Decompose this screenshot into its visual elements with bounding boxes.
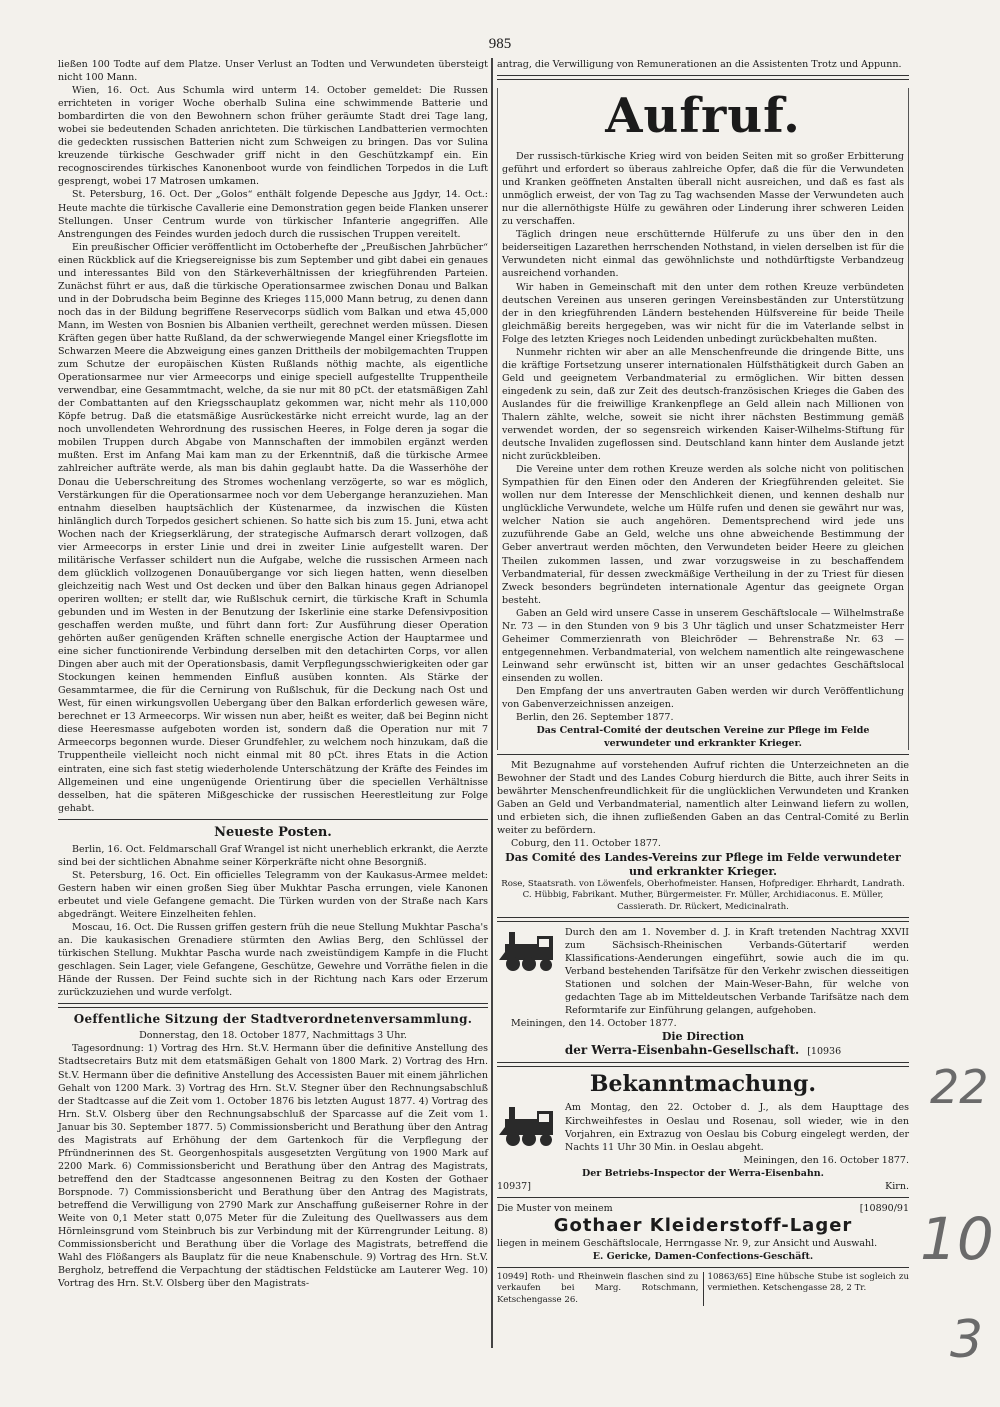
divider	[497, 1197, 909, 1198]
divider	[58, 819, 488, 820]
announcement-number: 10937]	[497, 1180, 531, 1192]
small-ad-room: 10863/65] Eine hübsche Stube ist sogleich zu vermiethen. Ketschengasse 28, 2 Tr.	[703, 1272, 910, 1307]
locomotive-icon	[497, 1101, 559, 1149]
petersburg-news: St. Petersburg, 16. Oct. Ein officielles Telegramm von der Kaukasus-Armee meldet: Gestern haben wir einen großen Sieg über Mukhtar Pascha errungen, viele Kanonen erbeutet und viele Gefangene gemacht. Die Türken wurden von der Straße nach Kars abgedrängt. Weitere Einzelheiten fehlen.	[58, 869, 488, 920]
handwritten-mark: 10	[920, 1205, 994, 1273]
railway-notice-sign1: Die Direction	[661, 1030, 745, 1044]
announcement-name: Kirn.	[885, 1180, 909, 1192]
right-column	[497, 58, 909, 1306]
gotha-ad-header	[497, 1202, 909, 1215]
double-divider	[497, 1062, 909, 1067]
gotha-ad-title: Gothaer Kleiderstoff-Lager	[553, 1214, 853, 1236]
column-rule	[491, 58, 493, 1348]
divider	[497, 754, 909, 755]
gotha-ad-signature: E. Gericke, Damen-Confections-Geschäft.	[592, 1250, 814, 1262]
latest-news-heading: Neueste Posten.	[214, 824, 332, 840]
double-divider	[497, 75, 909, 80]
appeal-title: Aufruf.	[605, 88, 801, 145]
moscow-news: Moscau, 16. Oct. Die Russen griffen gestern früh die neue Stellung Mukhtar Pascha's an. Die kaukasischen Grenadiere stürmten den Awlias Berg, den Schlüssel der türkischen Stellung. Mukhtar Pascha wurde nach zweistündigem Kampfe in die Flucht geschlagen. Sein Lager, viele Gefangene, Geschütze, Gewehre und Vorräthe fielen in die Hände der Russen. Der Feind suchte sich in der Richtung nach Kars oder Erzerum zurückzuziehen und wurde verfolgt.	[58, 922, 488, 999]
railway-notice-date: Meiningen, den 14. October 1877.	[511, 1018, 677, 1030]
coburg-names: Rose, Staatsrath. von Löwenfels, Oberhofmeister. Hansen, Hofprediger. Ehrhardt, Landrath. C. Hübbig, Fabrikant. Muther, Bürgermeister. Fr. Müller, Archidiaconus. E. Müller, Cassierath. Dr. Rückert, Medicinalrath.	[501, 878, 905, 912]
berlin-news: Berlin, 16. Oct. Feldmarschall Graf Wrangel ist nicht unerheblich erkrankt, die Aerzte sind bei der sichtlichen Abnahme seiner Körperkräfte nicht ohne Besorgniß.	[58, 843, 488, 868]
locomotive-icon	[497, 926, 559, 974]
appeal-paragraph: Den Empfang der uns anvertrauten Gaben werden wir durch Veröffentlichung von Gabenverzeichnissen anzeigen.	[502, 685, 904, 711]
gotha-ad-body: liegen in meinem Geschäftslocale, Herrngasse Nr. 9, zur Ansicht und Auswahl.	[497, 1237, 878, 1249]
appeal-paragraph: Täglich dringen neue erschütternde Hülferufe zu uns über den in den beiderseitigen Lazarethen herrschenden Nothstand, in vielen derselben ist für die Verwundeten nicht einmal das gewöhnlichste und nothdürftigste Verbandzeug ausreichend vorhanden.	[502, 229, 904, 280]
handwritten-mark: 3	[950, 1310, 984, 1370]
announcement-body	[497, 1101, 909, 1153]
council-meeting-date: Donnerstag, den 18. October 1877, Nachmittags 3 Uhr.	[139, 1030, 407, 1042]
announcement-footer	[497, 1180, 909, 1193]
appeal-paragraph: Nunmehr richten wir aber an alle Menschenfreunde die dringende Bitte, uns die kräftige Fortsetzung unserer internationalen Hülfsthätigkeit durch Gaben an Geld und geeignetem Verbandmaterial zu ermöglichen. Wir bitten dessen eingedenk zu sein, daß zur Zeit des deutsch-französischen Krieges die Gaben des Auslandes für die freiwillige Krankenpflege an Geld allein nach Millionen von Thalern zählte, welche, soweit sie nicht ihrer nächsten Bestimmung gemäß verwendet worden, der so segensreich wirkenden Kaiser-Wilhelms-Stiftung für deutsche Invaliden zugeflossen sind. Deutschland kann hinter dem Auslande jetzt nicht zurückbleiben.	[502, 346, 904, 463]
appeal-notice	[497, 88, 909, 750]
appeal-signature: Das Central-Comité der deutschen Vereine zur Pflege im Felde verwundeter und erkrankter Krieger.	[536, 725, 870, 750]
handwritten-mark: 22	[930, 1060, 989, 1114]
railway-notice-number: [10936	[807, 1046, 842, 1058]
left-intro: ließen 100 Todte auf dem Platze. Unser Verlust an Todten und Verwundeten übersteigt nicht 100 Mann.	[58, 59, 488, 84]
announcement-title: Bekanntmachung.	[589, 1071, 817, 1098]
double-divider	[497, 917, 909, 922]
gotha-ad-pre: Die Muster von meinem	[497, 1202, 613, 1214]
coburg-appeal: Mit Bezugnahme auf vorstehenden Aufruf richten die Unterzeichneten an die Bewohner der Stadt und des Landes Coburg hierdurch die Bitte, auch ihrer Seits in bewährter Menschenfreundlichkeit für die unglücklichen Verwundeten und Kranken Gaben an Geld und Verbandmaterial, namentlich alter Leinwand liefern zu wollen, und erbieten sich, die ihnen zufließenden Gaben an das Central-Comité zu Berlin weiter zu befördern.	[497, 760, 909, 837]
coburg-date: Coburg, den 11. October 1877.	[511, 838, 661, 850]
railway-notice-sign2: der Werra-Eisenbahn-Gesellschaft.	[564, 1043, 800, 1058]
left-column	[58, 58, 488, 1290]
railway-notice	[497, 926, 909, 1017]
council-meeting-heading: Oeffentliche Sitzung der Stadtverordnetenversammlung.	[73, 1012, 473, 1027]
small-ads	[497, 1272, 909, 1307]
prussian-officer-article: Ein preußischer Officier veröffentlicht im Octoberhefte der „Preußischen Jahrbücher“ einen Rückblick auf die Kriegsereignisse bis zum September und gibt dabei ein genaues und interessantes Bild von den Stärkeverhältnissen der kriegführenden Parteien. Zunächst führt er aus, daß die türkische Operationsarmee zwischen Donau und Balkan und in der Dobrudscha beim Beginne des Krieges 115,000 Mann betrug, zu denen dann noch das in der Bildung begriffene Reservecorps südlich vom Balkan und etwa 45,000 Mann, im Westen von Bosnien bis Albanien vertheilt, gerechnet werden müssen. Diesen Kräften gegen über hatte Rußland, da der schwerwiegende Mangel einer Kriegsflotte im Schwarzen Meere die Abzweigung eines ganzen Drittheils der mobilgemachten Truppen zum Schutze der europäischen Küsten Rußlands nöthig machte, als eigentliche Operationsarmee nur vier Armeecorps und einige speciell aufgestellte Truppentheile verwendbar, eine Gesammtmacht, welche, da sie nur mit 80 pCt. der etatsmäßigen Zahl der Combattanten auf den Kriegsschauplatz gekommen war, nicht mehr als 110,000 Köpfe betrug. Daß die etatsmäßige Ausrückestärke nicht erreicht wurde, lag an der noch unvollendeten Wehrordnung des russischen Heeres, in Folge deren ja sogar die mobilen Truppen durch Abgabe von Mannschaften der immobilen ergänzt werden mußten. Erst im Anfang Mai kam man zu der Erkenntniß, daß die türkische Armee zahlreicher aufträte werde, als man bis dahin geglaubt hatte. Da die Wasserhöhe der Donau die Ueberschreitung des Stromes wochenlang verzögerte, so war es möglich, Verstärkungen für die Operationsarmee noch vor dem Uebergange heranzuziehen. Man entnahm dieselben hauptsächlich der Küstenarmee, da inzwischen die Küsten hinlänglich durch Torpedos gesichert schienen. So hatte sich bis zum 15. Juni, etwa acht Wochen nach der Kriegserklärung, der strategische Aufmarsch derart vollzogen, daß vier Armeecorps in erster Linie und drei in zweiter Linie aufgestellt waren. Der militärische Verfasser schildert nun die Aufgabe, welche die russischen Armeen nach dem glücklich vollzogenen Donauübergange vor sich liegen hatten, wenn dieselben gleichzeitig nach West und Ost decken und über den Balkan hinaus gegen Adrianopel operiren wollten; er stellt dar, wie Rußlschuk cernirt, die türkische Kraft in Schumla gebunden und im Westen in der Benutzung der Iskerlinie eine starke Defensivposition geschaffen werden mußte, und führt dann fort: Zur Ausführung dieser Operation gehörten außer genügenden Kräften schnelle energische Action der Hauptarmee und eine sicher functionirende Verbindung derselben mit den detachirten Corps, vor allen Dingen aber auch mit der Operationsbasis, damit Verpflegungsschwierigkeiten oder gar Stockungen keinen hemmenden Einfluß ausüben konnten. Als Stärke der Gesammtarmee, die für die Cernirung von Rußlschuk, für die Deckung nach Ost und West, für einen wirkungsvollen Uebergang über den Balkan erforderlich gewesen wäre, berechnet er 13 Armeecorps. Wir wissen nun aber, heißt es weiter, daß bei Beginn nicht diese Heeresmasse aufgeboten worden ist, sondern daß die Operation nur mit 7 Armeecorps begonnen wurde. Dieser Grundfehler, zu welchem noch hinzukam, daß die Truppentheile vielleicht noch nicht einmal mit 80 pCt. ihres Etats in die Action eintraten, eine sich fast stetig wiederholende Unterschätzung der Kräfte des Feindes im Allgemeinen und eine ungenügende Orientirung über die speciellen Verhältnisse desselben, hat die späteren Mißgeschicke der russischen Heerestleitung zur Folge gehabt.	[58, 241, 488, 814]
appeal-paragraph: Die Vereine unter dem rothen Kreuze werden als solche nicht von politischen Sympathien für den Einen oder den Anderen der Kriegführenden geleitet. Sie wollen nur dem Interesse der Menschlichkeit dienen, und kennen deshalb nur unglückliche Verwundete, welche um Hülfe rufen und denen sie gewährt nur was, welcher Nation sie auch angehören. Dementsprechend wird jede uns zuzuführende Gabe an Geld, welche uns ohne abweichende Bestimmung der Geber anvertraut werden möchten, den Verwundeten beider Heere zu gleichen Theilen zukommen lassen, und zwar vorzugsweise in zu beschaffendem Verbandmaterial, für dessen zweckmäßige Vertheilung in der zu Triest für diesen Zweck besonders begründeten internationale Agentur das geeignete Organ besteht.	[502, 464, 904, 606]
announcement-signature: Der Betriebs-Inspector der Werra-Eisenbahn.	[582, 1167, 824, 1179]
petersburg-report: St. Petersburg, 16. Oct. Der „Golos“ enthält folgende Depesche aus Jgdyr, 14. Oct.: Heute machte die türkische Cavallerie eine Demonstration gegen beide Flanken unserer Stellungen. Unser Centrum wurde von türkischer Infanterie angegriffen. Alle Anstrengungen des Feindes wurden jedoch durch die russischen Truppen vereitelt.	[58, 189, 488, 240]
railway-sign-row	[497, 1044, 909, 1058]
wien-report: Wien, 16. Oct. Aus Schumla wird unterm 14. October gemeldet: Die Russen errichteten in voriger Woche oberhalb Sulina eine schwimmende Batterie und bombardirten die von den Bewohnern schon früher geräumte Stadt drei Tage lang, wobei sie bedeutenden Schaden anrichteten. Die türkischen Landbatterien vermochten die gedeckten russischen Batterien nicht zum Schweigen zu bringen. Das vor Sulina kreuzende türkische Geschwader griff nicht in den Geschützkampf ein. Ein recognoscirendes türkisches Kanonenboot wurde von feindlichen Torpedos in die Luft gesprengt, wobei 17 Matrosen umkamen.	[58, 85, 488, 188]
small-ad-wine: 10949] Roth- und Rheinwein flaschen sind zu verkaufen bei Marg. Rotschmann, Ketschengasse 26.	[497, 1271, 699, 1305]
announcement-text: Am Montag, den 22. October d. J., als dem Haupttage des Kirchweihfestes in Oeslau und Rosenau, soll wieder, wie in den Vorjahren, ein Extrazug von Oeslau bis Coburg eingelegt werden, der Nachts 11 Uhr 30 Min. in Oeslau abgeht.	[565, 1102, 909, 1153]
appeal-paragraph: Gaben an Geld wird unsere Casse in unserem Geschäftslocale — Wilhelmstraße Nr. 73 — in den Stunden von 9 bis 3 Uhr täglich und unser Schatzmeister Herr Geheimer Commerzienrath von Bleichröder — Behrenstraße Nr. 63 — entgegennehmen. Verbandmaterial, von welchem namentlich alte reingewaschene Leinwand sehr erwünscht ist, bitten wir an unser gedachtes Geschäftslocal einsenden zu wollen.	[502, 607, 904, 684]
divider	[497, 1267, 909, 1268]
announcement-date: Meiningen, den 16. October 1877.	[743, 1154, 909, 1166]
appeal-date: Berlin, den 26. September 1877.	[516, 712, 674, 724]
coburg-signature: Das Comité des Landes-Vereins zur Pflege im Felde verwundeter und erkrankter Krieger.	[505, 850, 901, 878]
appeal-paragraph: Der russisch-türkische Krieg wird von beiden Seiten mit so großer Erbitterung geführt und erfordert so überaus zahlreiche Opfer, daß die für die Verwundeten und Kranken geöffneten Anstalten überall nicht ausreichen, und daß es fast als unmöglich erweist, der von Tag zu Tag wachsenden Masse der Verwundeten auch nur die allernöthigste Hülfe zu gewähren oder Linderung ihrer schweren Leiden zu verschaffen.	[502, 151, 904, 228]
page-number: 985	[488, 36, 512, 52]
council-agenda: Tagesordnung: 1) Vortrag des Hrn. St.V. Hermann über die definitive Anstellung des Stadtsecretairs Butz mit dem etatsmäßigen Gehalt von 1800 Mark. 2) Vortrag des Hrn. St.V. Hermann über die definitive Anstellung des Accessisten Bauer mit einem jährlichen Gehalt von 1200 Mark. 3) Vortrag des Hrn. St.V. Stegner über den Rechnungsabschluß der Stadtcasse auf die Zeit vom 1. October 1876 bis letzten August 1877. 4) Vortrag des Hrn. St.V. Olsberg über den Rechnungsabschluß der Sparcasse auf die Zeit vom 1. Januar bis 30. September 1877. 5) Commissionsbericht und Berathung über den Antrag des Magistrats auf Erhöhung der dem Gartenkoch für die Verpflegung der Pfründnerinnen des St. Georgenhospitals ausgesetzten Vergütung von 1900 Mark auf 2200 Mark. 6) Commissionsbericht und Berathung über den Antrag des Magistrats, betreffend den der Stadtcasse angesonnenen Beitrag zu den Kosten der Gothaer Borspnode. 7) Commissionsbericht und Berathung über den Antrag des Magistrats, betreffend die Verwilligung von 2790 Mark zur Anschaffung gußeiserner Rohre in der Weite von 0,1 Meter statt 0,075 Meter für die Zuleitung des Quellwassers aus dem Hörnleinsgrund vom Steinbruch bis zur Verbindung mit der Kürrengrunder Leitung. 8) Commissionsbericht und Berathung über die Vorlage des Magistrats, betreffend die Wahl des Flößangers als Bauplatz für die neue Knabenschule. 9) Vortrag des Hrn. St.V. Bergholz, betreffend die Verpachtung der städtischen Feldstücke am Lauterer Weg. 10) Vortrag des Hrn. St.V. Olsberg über den Magistrats-	[58, 1043, 488, 1290]
double-divider	[58, 1003, 488, 1008]
railway-notice-text: Durch den am 1. November d. J. in Kraft tretenden Nachtrag XXVII zum Sächsisch-Rheinischen Verbands-Gütertarif werden Klassifications-Aenderungen eingeführt, sowie auch die im qu. Verband bestehenden Tarifsätze für den Verkehr zwischen diesseitigen Stationen und solchen der Main-Weser-Bahn, für welche von gedachten Tage ab im Mitteldeutschen Verbande Tarifsätze nach dem Reformtarife zur Einführung gelangen, aufgehoben.	[565, 927, 909, 1017]
right-intro: antrag, die Verwilligung von Remunerationen an die Assistenten Trotz und Appunn.	[497, 59, 902, 70]
gotha-ad-number: [10890/91	[859, 1202, 909, 1214]
appeal-paragraph: Wir haben in Gemeinschaft mit den unter dem rothen Kreuze verbündeten deutschen Vereinen aus unseren geringen Vereinsbeständen zur Unterstützung der in den kriegführenden Ländern bestehenden Hülfsvereine für beide Theile gleichmäßig bereits hergegeben, was wir nicht für die im Vaterlande selbst in Folge des letzten Krieges noch Leidenden unbedingt zurückbehalten mußten.	[502, 281, 904, 345]
